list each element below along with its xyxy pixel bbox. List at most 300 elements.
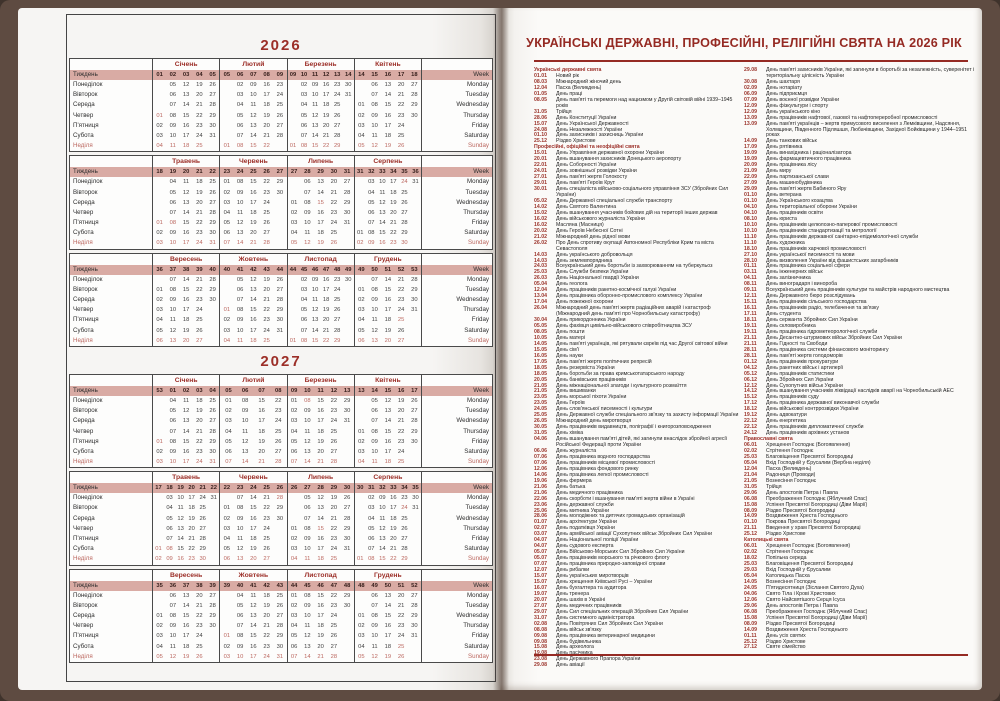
holiday-name: День машинобудівника (766, 180, 822, 187)
holiday-date: 14.05 (744, 578, 757, 585)
day-number: 31 (411, 307, 418, 314)
day-number: 23 (397, 112, 405, 119)
day-number: 19 (182, 327, 190, 334)
day-row (355, 534, 421, 544)
day-number: 10 (169, 240, 177, 247)
day-number: 09 (241, 408, 249, 415)
holiday-name: День працівників нафтової, газової та нафтопереробної промисловості (766, 114, 938, 121)
holiday-date: 29.06 (744, 602, 757, 609)
day-number: 03 (290, 546, 298, 553)
day-number: 17 (317, 546, 324, 553)
day-number (208, 554, 219, 564)
day-number: 22 (330, 397, 338, 404)
day-number: 19 (322, 307, 330, 314)
day-row (220, 218, 286, 228)
day-number: 30 (209, 448, 216, 455)
holiday-name: День пам'яті жертв Голокосту (556, 174, 628, 181)
day-number: 25 (330, 230, 338, 237)
day-number: 10 (177, 495, 184, 502)
week-number: 22 (210, 485, 217, 492)
holiday-name: Святе сімейство (766, 644, 806, 651)
day-row (153, 457, 219, 467)
day-number (206, 305, 219, 315)
weekday-label-uk: Четвер (73, 622, 94, 630)
day-row (220, 427, 286, 437)
day-number: 24 (401, 505, 408, 512)
day-row (355, 457, 421, 467)
holiday-date: 08.09 (744, 507, 757, 514)
week-label-uk: Тиждень (70, 581, 152, 591)
day-number (288, 90, 299, 100)
day-number: 30 (343, 209, 351, 216)
week-number: 10 (300, 72, 308, 78)
weekday-label-en: Thursday (463, 622, 489, 630)
holiday-name: Вознесіння Господнє (766, 477, 817, 484)
holiday-date: 17.09 (744, 144, 757, 151)
holiday-name: День працівника ветеринарної медицини (556, 632, 655, 639)
day-number: 26 (333, 112, 341, 119)
day-number: 28 (209, 276, 216, 283)
day-number: 09 (379, 495, 386, 502)
week-number: 08 (274, 387, 282, 394)
week-number: 40 (209, 266, 216, 273)
holiday-date: 15.12 (744, 394, 757, 401)
day-number (288, 188, 301, 198)
day-number: 12 (250, 112, 257, 119)
day-row (355, 652, 421, 662)
day-number (273, 218, 286, 228)
day-number: 14 (311, 327, 319, 334)
day-number: 07 (290, 653, 298, 660)
day-number: 20 (182, 337, 190, 344)
holiday-name: День фахівця цивільно-військового співробітництва ЗСУ (556, 322, 692, 329)
month-name: Лютий (242, 376, 265, 384)
day-number: 14 (384, 602, 392, 609)
holidays-column-1 (534, 68, 745, 669)
holiday-name: Міжнародний жіночий день (556, 78, 622, 85)
week-number: 47 (322, 266, 330, 273)
day-number: 14 (311, 132, 319, 139)
day-number: 20 (250, 230, 257, 237)
month-name: Березень (304, 61, 337, 68)
day-number (341, 621, 354, 631)
holiday-name: День пам'яті Героїв Крут (556, 180, 616, 187)
month-block (354, 156, 421, 248)
day-row (355, 295, 421, 305)
holiday-name: День Управління державної охорони України (556, 150, 664, 157)
week-number: 26 (276, 485, 284, 492)
holiday-name: День апостолів Петра і Павла (766, 489, 838, 496)
day-number: 15 (250, 633, 257, 640)
holiday-entry (744, 645, 982, 651)
month-block (354, 59, 421, 151)
holiday-date: 31.07 (534, 614, 547, 621)
holiday-name: День вшанування пам'яті дітей, які загинули внаслідок збройної агресії Російської Федерації проти України (556, 436, 728, 449)
weekday-label-en: Saturday (464, 545, 489, 553)
holiday-date: 19.07 (534, 590, 547, 597)
holiday-name: День художника (766, 239, 805, 246)
holiday-name: День танкових військ (766, 138, 817, 145)
day-number (273, 208, 286, 218)
holiday-name: Успіння Пресвятої Богородиці (Діви Марії) (766, 501, 868, 508)
month-name: Липень (308, 158, 334, 166)
month-block (152, 254, 219, 346)
holiday-name: День вишиванки (556, 388, 596, 395)
day-number: 16 (182, 297, 190, 303)
day-number: 04 (358, 132, 365, 139)
day-number: 29 (209, 612, 216, 619)
holiday-name: День Державного Прапора України (556, 656, 641, 663)
week-number: 34 (390, 169, 397, 176)
day-number: 22 (397, 286, 405, 293)
day-number: 29 (343, 525, 351, 532)
month-block (287, 375, 354, 467)
day-number: 04 (290, 623, 298, 630)
day-number: 22 (263, 505, 270, 512)
spacer (70, 254, 152, 265)
day-number: 02 (155, 556, 162, 563)
day-number: 18 (263, 592, 270, 599)
day-number: 13 (236, 556, 244, 563)
holiday-date: 07.09 (744, 96, 757, 103)
weekday-label-uk: Вівторок (73, 91, 98, 99)
day-number: 16 (250, 515, 257, 522)
day-number: 04 (223, 536, 231, 542)
holiday-name: День архітектури України (556, 519, 617, 526)
holiday-date: 24.05 (744, 584, 757, 591)
day-number: 06 (236, 122, 244, 129)
week-number: 35 (401, 169, 408, 176)
weekday-label-en: Wednesday (456, 514, 489, 522)
week-label-en: Week (422, 167, 492, 177)
day-number: 25 (276, 102, 284, 109)
day-number: 16 (384, 112, 392, 119)
holiday-date: 04.07 (534, 537, 547, 544)
holiday-name: День української писемності та мови (766, 251, 855, 258)
day-number: 13 (182, 92, 190, 99)
day-number: 10 (169, 307, 177, 314)
day-row (153, 285, 219, 295)
day-number: 26 (330, 633, 338, 640)
day-number (220, 611, 233, 621)
month-block (219, 472, 286, 564)
day-number: 23 (196, 122, 203, 129)
weekday-label-en: Friday (471, 535, 489, 542)
week-number: 20 (188, 485, 195, 492)
day-number: 27 (401, 536, 408, 542)
day-number (153, 524, 164, 534)
holiday-name: День матері (556, 334, 585, 341)
day-number: 15 (379, 556, 386, 563)
day-number (355, 275, 368, 285)
day-number: 20 (188, 525, 195, 532)
day-number (288, 285, 299, 295)
holiday-name: День міжнаціональної злагоди і культурного розмаїття (556, 382, 687, 389)
day-number: 27 (333, 122, 341, 129)
week-number: 07 (250, 72, 257, 78)
day-number: 22 (390, 230, 397, 237)
holiday-date: 27.10 (744, 251, 757, 258)
day-number: 03 (156, 240, 163, 247)
holiday-name: День Української Державності (556, 120, 629, 127)
holiday-date: 17.12 (744, 400, 757, 407)
day-number: 16 (322, 276, 330, 283)
day-row (355, 524, 421, 534)
day-number: 08 (236, 307, 244, 314)
day-number: 21 (263, 132, 270, 139)
holiday-name: День працівника оборонно-промислового комплексу України (556, 293, 703, 300)
holiday-date: 14.03 (534, 257, 547, 264)
weekday-label-uk: Четвер (73, 208, 94, 216)
holiday-date: 14.06 (534, 471, 547, 478)
holiday-name: День медичного працівника (556, 489, 623, 496)
holiday-date: 30.05 (534, 424, 547, 431)
day-number: 23 (263, 317, 270, 324)
week-number: 53 (411, 266, 418, 273)
weekday-label-column (70, 472, 152, 564)
day-number: 03 (290, 612, 298, 619)
day-number: 12 (304, 633, 311, 640)
holiday-name: День українського кіно (766, 108, 821, 115)
weekday-label-en: Tuesday (465, 504, 489, 512)
weekday-label-uk: Четвер (73, 524, 94, 532)
week-number: 28 (317, 485, 324, 492)
holiday-name: Новий рік (556, 72, 579, 79)
day-number: 24 (333, 92, 341, 99)
week-label-en: Week (422, 581, 492, 591)
weekday-label-uk: П'ятниця (73, 219, 99, 227)
day-number: 31 (343, 220, 351, 227)
day-number: 05 (225, 438, 232, 445)
week-number: 26 (290, 485, 298, 492)
day-row (288, 534, 354, 544)
day-number (408, 141, 421, 151)
holiday-date: 04.10 (744, 203, 757, 210)
week-number: 32 (368, 169, 375, 176)
day-number: 01 (289, 143, 297, 150)
day-number: 11 (371, 459, 378, 466)
holiday-date: 01.11 (744, 632, 757, 639)
weekday-label-uk: Середа (73, 611, 95, 619)
day-number: 18 (322, 102, 330, 109)
weekday-label-en: Thursday (463, 524, 489, 532)
day-number: 11 (250, 592, 257, 599)
week-number: 52 (397, 266, 405, 273)
day-number: 09 (236, 643, 244, 650)
day-row (355, 198, 421, 208)
day-row (153, 493, 219, 503)
day-number: 11 (183, 397, 190, 404)
day-number: 03 (156, 307, 163, 314)
holiday-entry (744, 122, 982, 140)
day-number: 09 (371, 438, 378, 445)
day-number (410, 188, 421, 198)
week-number: 17 (411, 387, 418, 394)
day-number: 09 (169, 230, 177, 237)
day-number: 13 (250, 286, 257, 293)
day-number: 09 (304, 602, 311, 609)
day-number: 13 (304, 448, 311, 455)
day-row (355, 315, 421, 325)
day-number: 27 (274, 448, 282, 455)
day-number: 17 (250, 525, 257, 532)
weekday-label-en: Monday (466, 81, 489, 88)
holiday-name: Міжнародний день рідної мови (556, 233, 631, 240)
day-row (355, 326, 421, 336)
day-number: 29 (276, 179, 284, 186)
day-number (408, 336, 421, 346)
day-number (355, 80, 368, 90)
day-number: 03 (156, 132, 163, 139)
day-number: 25 (330, 428, 338, 435)
weekday-label-en: Sunday (468, 239, 489, 247)
week-label-uk: Тиждень (70, 70, 152, 80)
day-number: 02 (290, 209, 298, 216)
day-number: 04 (300, 297, 308, 303)
day-number: 29 (333, 337, 341, 344)
holiday-name: День зовнішньої розвідки України (556, 168, 637, 175)
day-number: 16 (182, 623, 190, 630)
week-number: 51 (397, 582, 405, 589)
day-number: 26 (263, 546, 270, 553)
day-number: 17 (250, 199, 257, 206)
day-number: 21 (322, 132, 330, 139)
day-number: 08 (368, 230, 375, 237)
day-row (153, 503, 219, 513)
day-number: 29 (411, 428, 418, 435)
day-number: 25 (196, 643, 203, 650)
day-number: 13 (317, 505, 324, 512)
week-number: 31 (368, 485, 375, 492)
weekday-label-column-en (421, 375, 492, 467)
week-label-en: Week (422, 265, 492, 275)
day-number: 26 (397, 143, 405, 150)
week-number: 39 (196, 266, 203, 273)
day-number: 26 (276, 602, 284, 609)
holiday-name: День військового журналіста України (556, 215, 645, 222)
day-number: 30 (411, 438, 418, 445)
day-number: 14 (317, 189, 324, 196)
day-number: 05 (358, 143, 365, 150)
week-number: 27 (276, 169, 284, 176)
day-number: 21 (196, 102, 203, 109)
day-number: 26 (199, 515, 206, 522)
left-page-frame (66, 14, 496, 682)
day-row (220, 591, 286, 601)
week-number: 11 (317, 387, 324, 394)
day-number: 01 (358, 612, 365, 619)
day-number: 10 (371, 307, 378, 314)
holiday-name: День Національної поліції України (556, 537, 639, 544)
day-number: 08 (241, 397, 249, 404)
weekday-label-en: Wednesday (456, 101, 489, 109)
day-number: 19 (322, 112, 330, 119)
week-label-uk: Тиждень (70, 386, 152, 396)
day-number: 11 (312, 102, 319, 109)
day-number: 21 (196, 276, 203, 283)
weekday-label-uk: Субота (73, 642, 94, 650)
holiday-date: 12.07 (534, 567, 547, 574)
week-number: 04 (196, 72, 203, 78)
section-header: Професійні, офіційні та неофіційні свята (534, 144, 640, 151)
holiday-date: 25.03 (744, 561, 757, 568)
holiday-name: День пам'яті українців, які рятували євреїв під час Другої світової війни (556, 340, 728, 347)
holiday-name: День працівників стандартизації та метрології (766, 227, 877, 234)
day-row (220, 406, 286, 416)
day-number: 25 (274, 428, 282, 435)
day-number: 26 (274, 438, 282, 445)
day-number: 12 (384, 397, 392, 404)
holiday-name: День Святого Валентина (556, 203, 617, 210)
day-number (153, 503, 164, 513)
day-row (355, 188, 421, 198)
day-number: 10 (169, 459, 177, 466)
month-block (152, 59, 219, 151)
book-spine (493, 8, 509, 690)
week-number: 47 (330, 582, 338, 589)
weekday-label-uk: Вівторок (73, 504, 98, 512)
day-number: 12 (241, 438, 249, 445)
day-number: 16 (317, 602, 324, 609)
week-number-row (220, 265, 286, 275)
day-number: 03 (166, 495, 173, 502)
day-number (273, 544, 286, 554)
day-number: 02 (156, 230, 163, 237)
day-number: 25 (196, 317, 203, 324)
day-number: 15 (384, 428, 392, 435)
day-number (408, 326, 421, 336)
week-number-row (220, 386, 286, 396)
day-number: 27 (263, 556, 270, 563)
holiday-name: Вхід Господній у Єрусалим (Вербна неділя) (766, 459, 871, 466)
day-number: 09 (236, 515, 244, 522)
day-number: 06 (290, 448, 298, 455)
holiday-name: День працівників освіти (766, 209, 823, 216)
month-block (287, 570, 354, 662)
week-number: 05 (223, 72, 231, 78)
holiday-date: 06.01 (744, 442, 757, 449)
day-number: 26 (333, 307, 341, 314)
day-number: 11 (177, 505, 184, 512)
day-number: 29 (401, 230, 408, 237)
day-row (288, 591, 354, 601)
right-page (500, 8, 982, 690)
holiday-date: 05.02 (534, 197, 547, 204)
week-number: 38 (196, 582, 203, 589)
day-number: 02 (368, 495, 375, 502)
day-number: 13 (317, 179, 324, 186)
day-number: 10 (304, 220, 311, 227)
week-number: 30 (343, 485, 351, 492)
day-number: 28 (411, 92, 418, 99)
holiday-date: 14.12 (744, 388, 757, 395)
day-number: 25 (263, 337, 270, 344)
holiday-date: 06.06 (534, 448, 547, 454)
holiday-date: 29.08 (744, 67, 757, 73)
holiday-name: День Сил спеціальних операцій Збройних Сил України (556, 608, 689, 615)
day-number: 27 (276, 286, 284, 293)
week-number: 09 (290, 387, 298, 394)
week-number: 25 (250, 169, 257, 176)
holiday-name: День пошти (556, 328, 585, 335)
day-number: 12 (379, 525, 386, 532)
day-row (288, 642, 354, 652)
week-number-row (288, 265, 354, 275)
day-number: 10 (236, 653, 244, 660)
day-number: 12 (371, 653, 378, 660)
week-number: 14 (358, 72, 365, 78)
day-number: 30 (209, 230, 216, 237)
